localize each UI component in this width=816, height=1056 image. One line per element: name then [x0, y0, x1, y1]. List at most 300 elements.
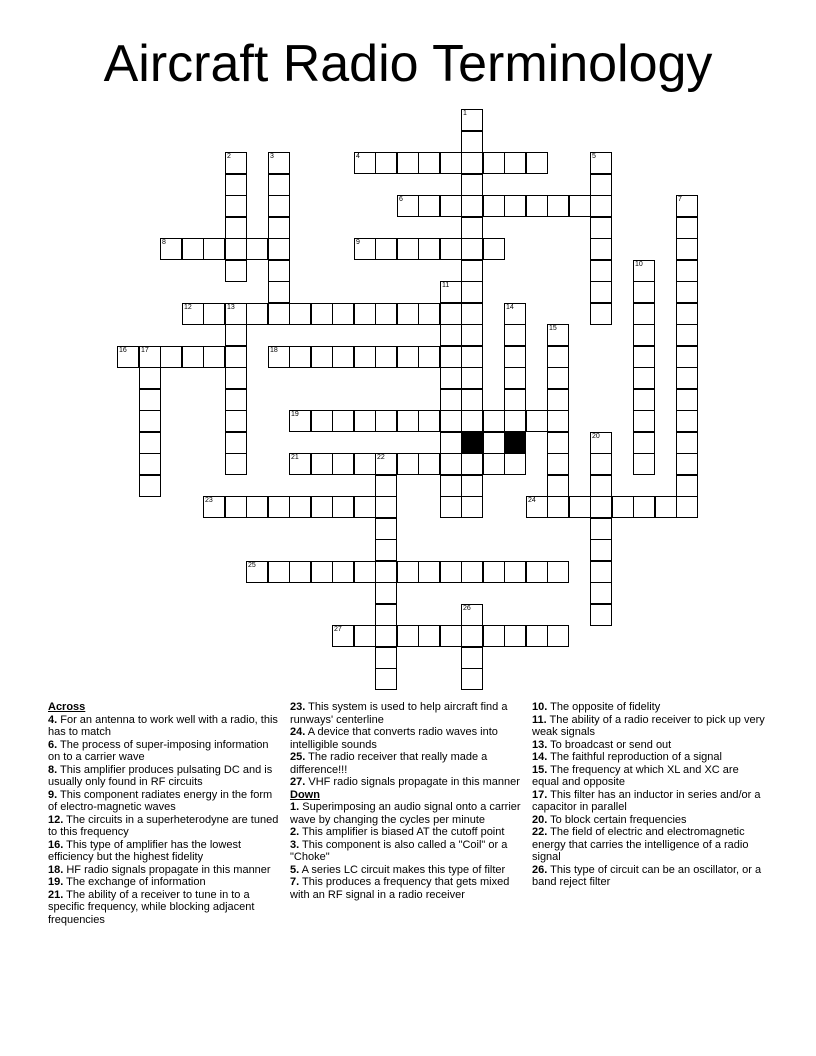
grid-cell[interactable] [139, 432, 161, 454]
grid-cell[interactable] [332, 303, 354, 325]
grid-cell[interactable] [311, 303, 333, 325]
clue-number: 27 [334, 626, 342, 633]
clue-text: This filter has an inductor in series and/or a capacitor in parallel [532, 788, 761, 813]
grid-cell[interactable] [504, 303, 526, 325]
grid-cell[interactable] [289, 496, 311, 518]
grid-cell[interactable] [160, 346, 182, 368]
clue-num: 9. [48, 788, 58, 801]
clue-number: 19 [291, 411, 299, 418]
grid-cell[interactable] [461, 238, 483, 260]
grid-cell[interactable] [354, 496, 376, 518]
grid-cell[interactable] [268, 152, 290, 174]
grid-cell[interactable] [375, 496, 397, 518]
grid-cell[interactable] [354, 303, 376, 325]
grid-cell[interactable] [225, 238, 247, 260]
clue-num: 18. [48, 863, 64, 876]
grid-cell[interactable] [397, 238, 419, 260]
grid-cell[interactable] [440, 410, 462, 432]
grid-cell[interactable] [375, 604, 397, 626]
grid-cell[interactable] [440, 367, 462, 389]
grid-cell[interactable] [225, 303, 247, 325]
grid-cell[interactable] [440, 453, 462, 475]
grid-cell[interactable] [633, 303, 655, 325]
down-clue [532, 814, 768, 827]
page-title: Aircraft Radio Terminology [103, 35, 713, 93]
clue-column-1 [48, 701, 280, 926]
grid-cell[interactable] [504, 453, 526, 475]
grid-cell[interactable] [375, 410, 397, 432]
clue-column-3 [532, 701, 768, 889]
grid-cell[interactable] [461, 453, 483, 475]
grid-cell[interactable] [547, 389, 569, 411]
grid-cell[interactable] [569, 496, 591, 518]
grid-cell[interactable] [225, 195, 247, 217]
grid-cell[interactable] [569, 195, 591, 217]
clue-column-2 [290, 701, 524, 901]
grid-cell[interactable] [139, 367, 161, 389]
clue-num: 11. [532, 713, 547, 726]
grid-cell[interactable] [225, 260, 247, 282]
clue-number: 11 [442, 282, 450, 289]
clue-text: The opposite of fidelity [550, 701, 661, 713]
grid-cell[interactable] [268, 561, 290, 583]
clue-num: 20. [532, 813, 548, 826]
grid-cell[interactable] [311, 561, 333, 583]
grid-cell[interactable] [440, 346, 462, 368]
clue-number: 21 [291, 454, 299, 461]
clue-num: 13. [532, 738, 548, 751]
grid-cell[interactable] [332, 625, 354, 647]
clue-number: 7 [678, 196, 682, 203]
grid-cell[interactable] [590, 174, 612, 196]
grid-cell[interactable] [633, 367, 655, 389]
grid-cell[interactable] [375, 475, 397, 497]
grid-cell[interactable] [354, 346, 376, 368]
across-clue [290, 726, 524, 751]
grid-cell[interactable] [590, 152, 612, 174]
grid-cell[interactable] [676, 410, 698, 432]
grid-cell[interactable] [203, 238, 225, 260]
grid-cell[interactable] [461, 389, 483, 411]
across-clue [48, 864, 280, 877]
grid-cell[interactable] [418, 410, 440, 432]
clue-num: 2. [290, 826, 300, 838]
grid-cell[interactable] [268, 217, 290, 239]
down-clue [290, 801, 524, 826]
grid-cell[interactable] [676, 260, 698, 282]
clue-text: To broadcast or send out [550, 738, 672, 751]
grid-cell[interactable] [633, 453, 655, 475]
clue-text: The circuits in a superheterodyne are tuned to this frequency [48, 813, 279, 838]
grid-cell[interactable] [397, 410, 419, 432]
grid-cell[interactable] [268, 174, 290, 196]
grid-cell[interactable] [526, 152, 548, 174]
grid-cell[interactable] [311, 496, 333, 518]
across-clue [48, 814, 280, 839]
grid-cell[interactable] [461, 475, 483, 497]
grid-cell[interactable] [440, 238, 462, 260]
grid-cell[interactable] [117, 346, 139, 368]
grid-cell[interactable] [461, 281, 483, 303]
grid-cell[interactable] [397, 561, 419, 583]
grid-cell[interactable] [375, 582, 397, 604]
grid-cell[interactable] [332, 410, 354, 432]
clue-num: 14. [532, 751, 548, 763]
clue-number: 12 [184, 304, 192, 311]
grid-cell[interactable] [483, 238, 505, 260]
grid-cell[interactable] [483, 152, 505, 174]
across-heading: Across [48, 701, 86, 713]
grid-cell[interactable] [375, 238, 397, 260]
down-clue [532, 864, 768, 889]
grid-cell[interactable] [483, 410, 505, 432]
grid-cell[interactable] [225, 432, 247, 454]
grid-cell[interactable] [440, 303, 462, 325]
grid-cell[interactable] [504, 389, 526, 411]
grid-cell[interactable] [311, 453, 333, 475]
grid-cell[interactable] [225, 217, 247, 239]
grid-cell[interactable] [418, 238, 440, 260]
grid-cell[interactable] [526, 410, 548, 432]
grid-cell[interactable] [676, 324, 698, 346]
grid-cell[interactable] [375, 647, 397, 669]
grid-cell[interactable] [633, 410, 655, 432]
grid-cell[interactable] [676, 238, 698, 260]
grid-cell[interactable] [332, 346, 354, 368]
across-clue [48, 876, 280, 889]
grid-cell[interactable] [418, 346, 440, 368]
grid-cell[interactable] [440, 389, 462, 411]
grid-cell[interactable] [590, 238, 612, 260]
grid-cell[interactable] [246, 238, 268, 260]
grid-cell[interactable] [418, 625, 440, 647]
clue-num: 8. [48, 763, 58, 776]
clue-num: 21. [48, 888, 64, 901]
grid-cell[interactable] [354, 238, 376, 260]
grid-cell[interactable] [461, 561, 483, 583]
grid-cell[interactable] [268, 346, 290, 368]
grid-cell[interactable] [440, 152, 462, 174]
grid-cell[interactable] [440, 195, 462, 217]
grid-cell[interactable] [203, 346, 225, 368]
grid-cell[interactable] [504, 367, 526, 389]
grid-cell[interactable] [483, 453, 505, 475]
grid-cell[interactable] [375, 518, 397, 540]
grid-cell[interactable] [526, 625, 548, 647]
grid-cell[interactable] [375, 625, 397, 647]
grid-cell[interactable] [418, 561, 440, 583]
grid-cell[interactable] [418, 303, 440, 325]
clue-number: 26 [463, 605, 471, 612]
grid-cell[interactable] [139, 453, 161, 475]
grid-cell[interactable] [418, 152, 440, 174]
down-clue [532, 826, 768, 864]
grid-cell[interactable] [590, 303, 612, 325]
grid-cell[interactable] [289, 453, 311, 475]
clue-num: 24. [290, 726, 306, 738]
grid-cell[interactable] [655, 496, 677, 518]
grid-cell[interactable] [526, 561, 548, 583]
clue-text: This amplifier produces pulsating DC and is usually only found in RF circuits [48, 763, 273, 788]
grid-cell[interactable] [440, 496, 462, 518]
grid-cell[interactable] [590, 453, 612, 475]
grid-cell[interactable] [332, 561, 354, 583]
grid-cell[interactable] [311, 410, 333, 432]
grid-cell[interactable] [289, 303, 311, 325]
clue-text: HF radio signals propagate in this manner [66, 863, 271, 876]
grid-cell[interactable] [203, 496, 225, 518]
grid-cell[interactable] [461, 174, 483, 196]
grid-cell[interactable] [289, 346, 311, 368]
grid-cell[interactable] [590, 539, 612, 561]
grid-cell[interactable] [246, 496, 268, 518]
grid-cell[interactable] [182, 238, 204, 260]
grid-cell[interactable] [633, 346, 655, 368]
across-clue [48, 889, 280, 927]
down-clue [290, 839, 524, 864]
grid-cell[interactable] [461, 367, 483, 389]
grid-cell[interactable] [676, 281, 698, 303]
clue-number: 20 [592, 433, 600, 440]
grid-cell[interactable] [676, 367, 698, 389]
grid-cell[interactable] [397, 453, 419, 475]
grid-cell[interactable] [440, 432, 462, 454]
grid-cell[interactable] [397, 625, 419, 647]
grid-cell[interactable] [461, 217, 483, 239]
grid-cell[interactable] [354, 561, 376, 583]
grid-cell[interactable] [526, 496, 548, 518]
grid-cell[interactable] [354, 410, 376, 432]
clue-num: 17. [532, 788, 548, 801]
clue-num: 12. [48, 813, 64, 826]
grid-cell[interactable] [332, 496, 354, 518]
grid-cell[interactable] [440, 561, 462, 583]
grid-cell[interactable] [547, 432, 569, 454]
grid-cell[interactable] [375, 453, 397, 475]
grid-cell[interactable] [225, 324, 247, 346]
across-clue [48, 839, 280, 864]
grid-cell[interactable] [440, 324, 462, 346]
clue-text: Superimposing an audio signal onto a carrier wave by changing the cycles per minute [290, 801, 521, 826]
grid-cell[interactable] [676, 389, 698, 411]
grid-cell[interactable] [676, 346, 698, 368]
grid-cell[interactable] [203, 303, 225, 325]
down-clue [532, 751, 768, 764]
grid-cell[interactable] [375, 668, 397, 690]
grid-cell[interactable] [440, 475, 462, 497]
grid-cell[interactable] [547, 496, 569, 518]
clue-text: This component radiates energy in the form of electro-magnetic waves [48, 788, 273, 813]
grid-cell[interactable] [397, 152, 419, 174]
clue-num: 15. [532, 763, 548, 776]
grid-cell[interactable] [182, 303, 204, 325]
grid-cell[interactable] [397, 195, 419, 217]
grid-cell[interactable] [246, 561, 268, 583]
clue-number: 17 [141, 347, 149, 354]
grid-cell[interactable] [676, 475, 698, 497]
grid-cell[interactable] [268, 303, 290, 325]
clue-text: This system is used to help aircraft find a runways' centerline [290, 701, 508, 726]
grid-cell[interactable] [375, 539, 397, 561]
grid-cell[interactable] [268, 260, 290, 282]
grid-cell[interactable] [461, 410, 483, 432]
grid-cell[interactable] [633, 432, 655, 454]
grid-cell[interactable] [354, 152, 376, 174]
grid-cell[interactable] [526, 195, 548, 217]
grid-cell[interactable] [311, 346, 333, 368]
grid-cell[interactable] [461, 303, 483, 325]
grid-cell[interactable] [547, 346, 569, 368]
down-clue [532, 789, 768, 814]
grid-cell[interactable] [547, 625, 569, 647]
grid-cell[interactable] [633, 389, 655, 411]
grid-cell[interactable] [225, 389, 247, 411]
grid-cell[interactable] [375, 152, 397, 174]
grid-cell[interactable] [139, 410, 161, 432]
black-cell [504, 432, 526, 454]
grid-cell[interactable] [676, 195, 698, 217]
grid-cell[interactable] [676, 432, 698, 454]
grid-cell[interactable] [483, 625, 505, 647]
grid-cell[interactable] [633, 260, 655, 282]
grid-cell[interactable] [225, 496, 247, 518]
grid-cell[interactable] [590, 604, 612, 626]
grid-cell[interactable] [225, 410, 247, 432]
grid-cell[interactable] [268, 496, 290, 518]
grid-cell[interactable] [483, 432, 505, 454]
grid-cell[interactable] [590, 195, 612, 217]
grid-cell[interactable] [590, 518, 612, 540]
clue-text: For an antenna to work well with a radio, this has to match [48, 713, 278, 738]
grid-cell[interactable] [590, 475, 612, 497]
grid-cell[interactable] [547, 410, 569, 432]
grid-cell[interactable] [461, 668, 483, 690]
clue-number: 15 [549, 325, 557, 332]
grid-cell[interactable] [354, 625, 376, 647]
grid-cell[interactable] [633, 281, 655, 303]
grid-cell[interactable] [461, 152, 483, 174]
clue-number: 23 [205, 497, 213, 504]
grid-cell[interactable] [612, 496, 634, 518]
grid-cell[interactable] [590, 432, 612, 454]
grid-cell[interactable] [547, 324, 569, 346]
grid-cell[interactable] [590, 561, 612, 583]
clue-number: 13 [227, 304, 235, 311]
grid-cell[interactable] [268, 238, 290, 260]
grid-cell[interactable] [504, 195, 526, 217]
grid-cell[interactable] [375, 346, 397, 368]
grid-cell[interactable] [461, 625, 483, 647]
grid-cell[interactable] [160, 238, 182, 260]
grid-cell[interactable] [418, 453, 440, 475]
grid-cell[interactable] [246, 303, 268, 325]
grid-cell[interactable] [676, 217, 698, 239]
grid-cell[interactable] [633, 496, 655, 518]
grid-cell[interactable] [397, 303, 419, 325]
grid-cell[interactable] [504, 324, 526, 346]
grid-cell[interactable] [289, 410, 311, 432]
across-clue [290, 776, 524, 789]
grid-cell[interactable] [590, 260, 612, 282]
grid-cell[interactable] [633, 324, 655, 346]
grid-cell[interactable] [590, 281, 612, 303]
grid-cell[interactable] [461, 260, 483, 282]
grid-cell[interactable] [676, 453, 698, 475]
grid-cell[interactable] [461, 195, 483, 217]
grid-cell[interactable] [547, 453, 569, 475]
grid-cell[interactable] [676, 303, 698, 325]
grid-cell[interactable] [268, 195, 290, 217]
clue-text: This amplifier is biased AT the cutoff point [302, 826, 505, 838]
clue-text: The radio receiver that really made a difference!!! [290, 751, 488, 776]
grid-cell[interactable] [225, 367, 247, 389]
grid-cell[interactable] [590, 217, 612, 239]
across-clue [290, 701, 524, 726]
grid-cell[interactable] [375, 561, 397, 583]
grid-cell[interactable] [461, 131, 483, 153]
clue-num: 5. [290, 863, 300, 876]
clue-text: This component is also called a "Coil" or a "Choke" [290, 838, 508, 863]
grid-cell[interactable] [483, 561, 505, 583]
grid-cell[interactable] [225, 346, 247, 368]
clue-number: 1 [463, 110, 467, 117]
grid-cell[interactable] [139, 389, 161, 411]
grid-cell[interactable] [461, 604, 483, 626]
grid-cell[interactable] [332, 453, 354, 475]
grid-cell[interactable] [289, 561, 311, 583]
grid-cell[interactable] [504, 152, 526, 174]
grid-cell[interactable] [225, 152, 247, 174]
grid-cell[interactable] [397, 346, 419, 368]
clue-num: 10. [532, 701, 548, 713]
grid-cell[interactable] [461, 496, 483, 518]
grid-cell[interactable] [590, 496, 612, 518]
grid-cell[interactable] [590, 582, 612, 604]
grid-cell[interactable] [504, 410, 526, 432]
grid-cell[interactable] [440, 281, 462, 303]
grid-cell[interactable] [547, 367, 569, 389]
grid-cell[interactable] [182, 346, 204, 368]
grid-cell[interactable] [461, 324, 483, 346]
grid-cell[interactable] [268, 281, 290, 303]
grid-cell[interactable] [483, 195, 505, 217]
grid-cell[interactable] [354, 453, 376, 475]
grid-cell[interactable] [461, 109, 483, 131]
grid-cell[interactable] [461, 647, 483, 669]
down-clue [532, 701, 768, 714]
clue-num: 22. [532, 826, 548, 838]
grid-cell[interactable] [225, 174, 247, 196]
grid-cell[interactable] [676, 496, 698, 518]
grid-cell[interactable] [547, 561, 569, 583]
grid-cell[interactable] [461, 346, 483, 368]
grid-cell[interactable] [225, 453, 247, 475]
down-clue [290, 826, 524, 839]
grid-cell[interactable] [139, 475, 161, 497]
grid-cell[interactable] [139, 346, 161, 368]
grid-cell[interactable] [418, 195, 440, 217]
black-cell [461, 432, 483, 454]
grid-cell[interactable] [375, 303, 397, 325]
grid-cell[interactable] [504, 625, 526, 647]
grid-cell[interactable] [547, 475, 569, 497]
grid-cell[interactable] [440, 625, 462, 647]
across-clue [48, 764, 280, 789]
grid-cell[interactable] [504, 561, 526, 583]
grid-cell[interactable] [504, 346, 526, 368]
grid-cell[interactable] [547, 195, 569, 217]
clue-text: A device that converts radio waves into intelligible sounds [290, 726, 498, 751]
